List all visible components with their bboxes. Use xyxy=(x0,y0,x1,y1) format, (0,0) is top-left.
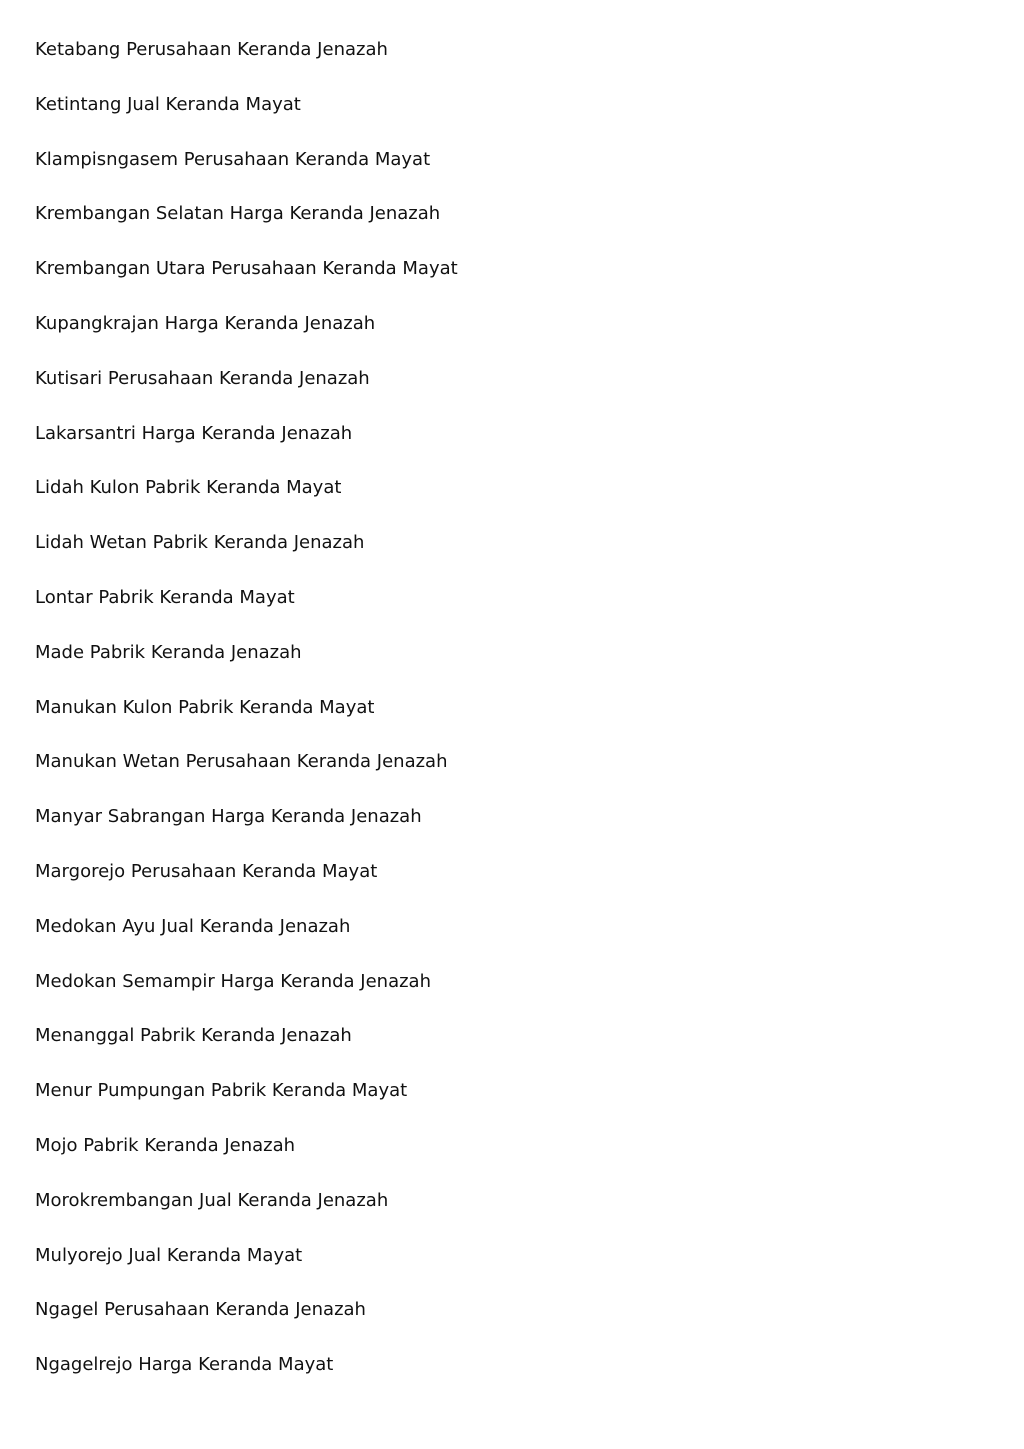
list-item: Mojo Pabrik Keranda Jenazah xyxy=(35,1134,296,1156)
list-item: Mulyorejo Jual Keranda Mayat xyxy=(35,1244,303,1266)
list-item: Manyar Sabrangan Harga Keranda Jenazah xyxy=(35,806,422,828)
list-item: Klampisngasem Perusahaan Keranda Mayat xyxy=(35,148,431,170)
list-item: Menur Pumpungan Pabrik Keranda Mayat xyxy=(35,1080,408,1102)
list-item: Kupangkrajan Harga Keranda Jenazah xyxy=(35,312,376,334)
list-item: Krembangan Selatan Harga Keranda Jenazah xyxy=(35,203,441,225)
list-item: Menanggal Pabrik Keranda Jenazah xyxy=(35,1025,352,1047)
list-item: Ngagel Perusahaan Keranda Jenazah xyxy=(35,1299,366,1321)
list-item: Lakarsantri Harga Keranda Jenazah xyxy=(35,422,353,444)
list-item: Manukan Wetan Perusahaan Keranda Jenazah xyxy=(35,751,448,773)
list-item: Margorejo Perusahaan Keranda Mayat xyxy=(35,860,378,882)
list-item: Kutisari Perusahaan Keranda Jenazah xyxy=(35,367,370,389)
list-item: Lidah Wetan Pabrik Keranda Jenazah xyxy=(35,532,365,554)
location-list xyxy=(35,36,458,1406)
list-item: Ketabang Perusahaan Keranda Jenazah xyxy=(35,39,388,60)
list-item: Krembangan Utara Perusahaan Keranda Mayat xyxy=(35,258,458,280)
list-item: Lontar Pabrik Keranda Mayat xyxy=(35,586,295,608)
list-item: Morokrembangan Jual Keranda Jenazah xyxy=(35,1189,389,1211)
list-item: Ketintang Jual Keranda Mayat xyxy=(35,93,301,115)
list-item: Ngagelrejo Harga Keranda Mayat xyxy=(35,1354,334,1376)
list-item: Lidah Kulon Pabrik Keranda Mayat xyxy=(35,477,342,499)
list-item: Medokan Ayu Jual Keranda Jenazah xyxy=(35,915,351,937)
list-item: Made Pabrik Keranda Jenazah xyxy=(35,641,302,663)
list-item: Medokan Semampir Harga Keranda Jenazah xyxy=(35,970,431,992)
list-item: Manukan Kulon Pabrik Keranda Mayat xyxy=(35,696,375,718)
